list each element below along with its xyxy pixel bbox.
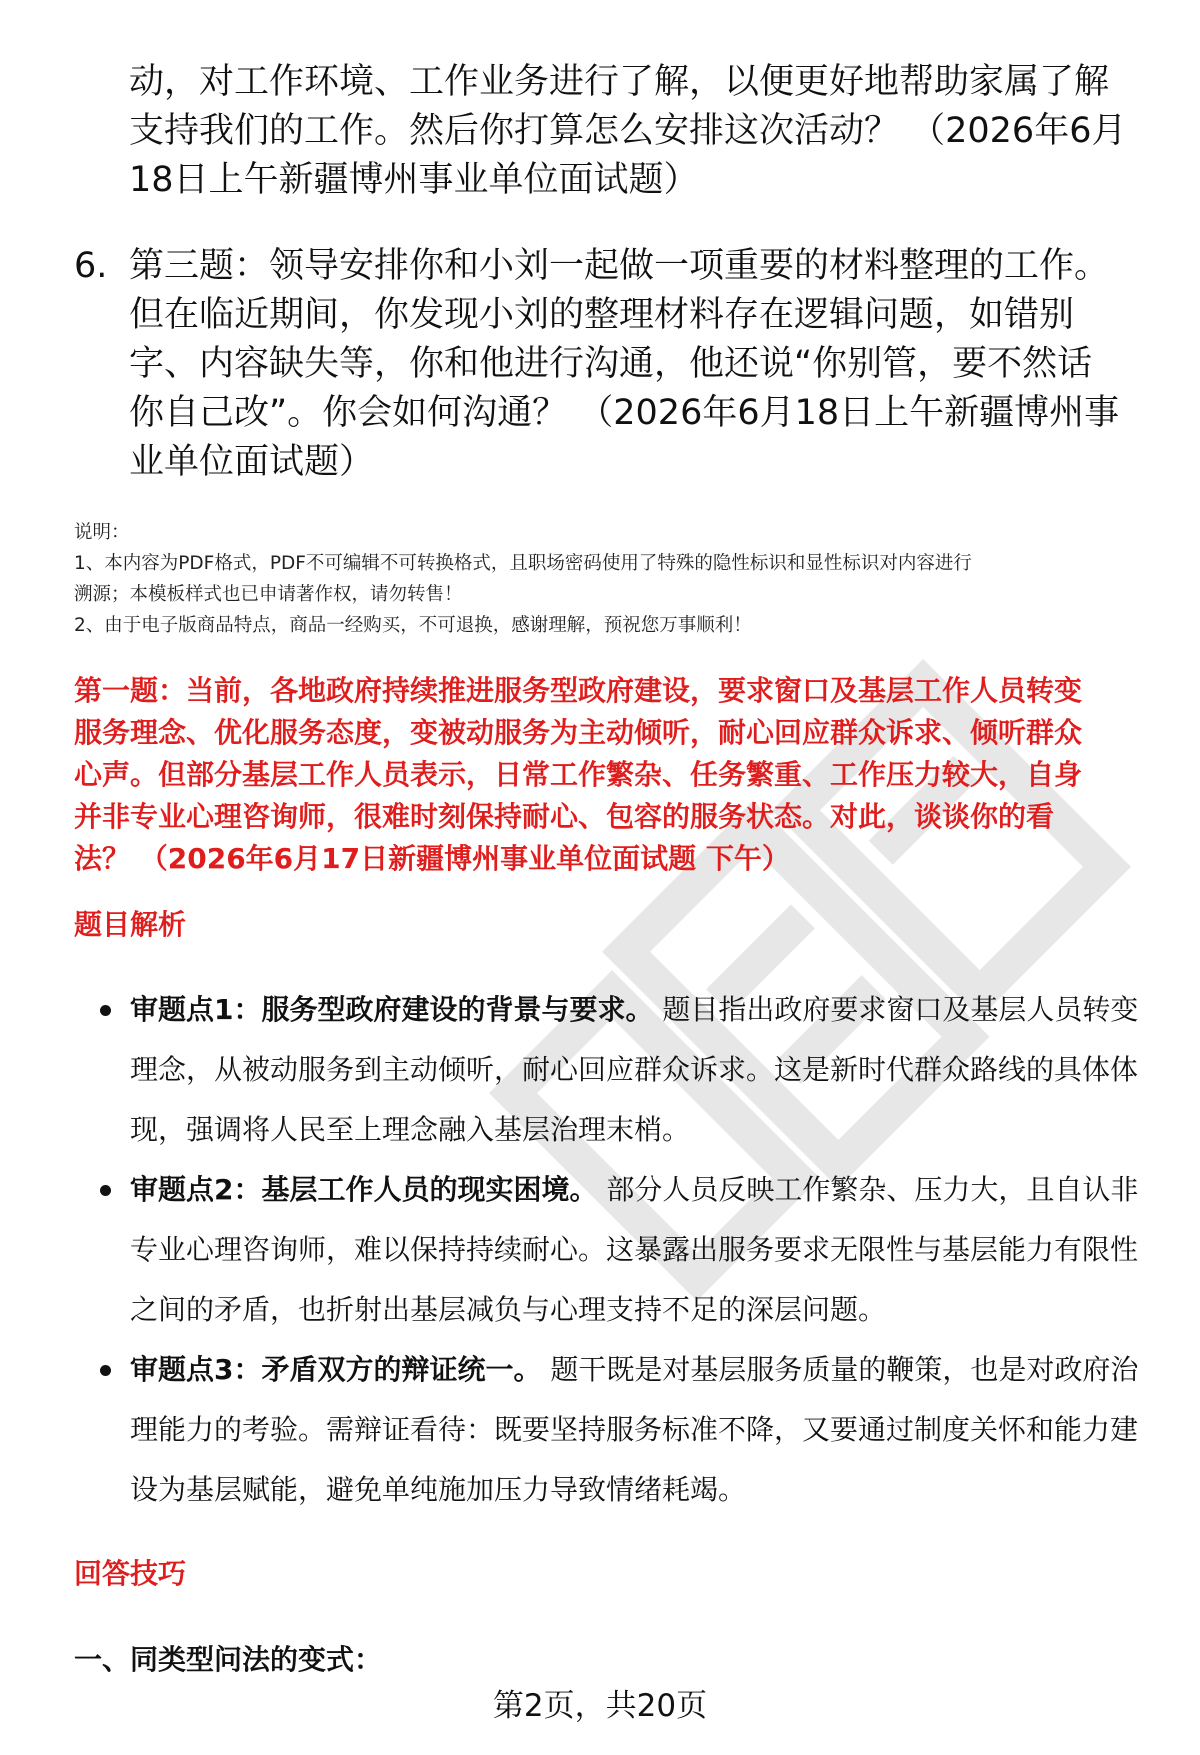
notes-line: 2、由于电子版商品特点，商品一经购买，不可退换，感谢理解，预祝您万事顺利！ <box>74 615 752 636</box>
notes-line: 1、本内容为PDF格式，PDF不可编辑不可转换格式，且职场密码使用了特殊的隐性标识和显性标识对内容进行 <box>74 553 972 574</box>
continued-line: 支持我们的工作。然后你打算怎么安排这次活动？ （2026年6月 <box>129 111 1127 151</box>
point-text: 题干既是对基层服务质量的鞭策，也是对政府治理能力的考验。需辩证看待：既要坚持服务标准不降，又要通过制度关怀和能力建设为基层赋能，避免单纯施加压力导致情绪耗竭。 <box>130 1353 1139 1506</box>
bullet-dot-icon <box>100 1185 111 1196</box>
techniques-heading: 回答技巧 <box>74 1557 187 1590</box>
question-line: 第一题：当前，各地政府持续推进服务型政府建设，要求窗口及基层工作人员转变 <box>74 674 1083 707</box>
point-lead: 审题点2：基层工作人员的现实困境。 <box>130 1173 598 1206</box>
question-line: 法？ （2026年6月17日新疆博州事业单位面试题 下午） <box>74 842 790 875</box>
analysis-heading: 题目解析 <box>74 908 187 941</box>
analysis-point <box>100 1160 1140 1340</box>
bullet-dot-icon <box>100 1005 111 1016</box>
notes-block <box>74 517 1164 641</box>
notes-title: 说明： <box>74 522 130 543</box>
continued-line: 动，对工作环境、工作业务进行了解，以便更好地帮助家属了解 <box>129 62 1110 102</box>
analysis-point <box>100 1340 1140 1520</box>
point-lead: 审题点1：服务型政府建设的背景与要求。 <box>130 993 654 1026</box>
question-line: 服务理念、优化服务态度，变被动服务为主动倾听，耐心回应群众诉求、倾听群众 <box>74 716 1083 749</box>
item-line: 你自己改”。你会如何沟通？ （2026年6月18日上午新疆博州事 <box>129 393 1120 433</box>
item-line: 字、内容缺失等，你和他进行沟通，他还说“你别管，要不然话 <box>129 344 1093 384</box>
analysis-point <box>100 980 1140 1160</box>
continued-line: 18日上午新疆博州事业单位面试题） <box>129 160 699 200</box>
question-line: 并非专业心理咨询师，很难时刻保持耐心、包容的服务状态。对此，谈谈你的看 <box>74 800 1055 833</box>
point-text: 题目指出政府要求窗口及基层人员转变理念，从被动服务到主动倾听，耐心回应群众诉求。这是新时代群众路线的具体体现，强调将人民至上理念融入基层治理末梢。 <box>130 993 1139 1146</box>
point-text: 部分人员反映工作繁杂、压力大，且自认非专业心理咨询师，难以保持持续耐心。这暴露出服务要求无限性与基层能力有限性之间的矛盾，也折射出基层减负与心理支持不足的深层问题。 <box>130 1173 1139 1326</box>
continued-paragraph <box>129 58 1149 205</box>
question-1 <box>74 670 1154 880</box>
question-line: 心声。但部分基层工作人员表示，日常工作繁杂、任务繁重、工作压力较大，自身 <box>74 758 1083 791</box>
variant-subheading: 一、同类型问法的变式： <box>74 1643 383 1676</box>
notes-line: 溯源；本模板样式也已申请著作权，请勿转售！ <box>74 584 463 605</box>
analysis-points <box>100 980 1140 1520</box>
item-text <box>129 242 1129 487</box>
item-line: 但在临近期间，你发现小刘的整理材料存在逻辑问题，如错别 <box>129 295 1075 335</box>
bullet-dot-icon <box>100 1365 111 1376</box>
item-line: 业单位面试题） <box>129 442 375 482</box>
page-number: 第2页，共20页 <box>492 1688 708 1724</box>
point-lead: 审题点3：矛盾双方的辩证统一。 <box>130 1353 542 1386</box>
item-line: 第三题：领导安排你和小刘一起做一项重要的材料整理的工作。 <box>129 246 1110 286</box>
item-number: 6. <box>74 246 108 286</box>
